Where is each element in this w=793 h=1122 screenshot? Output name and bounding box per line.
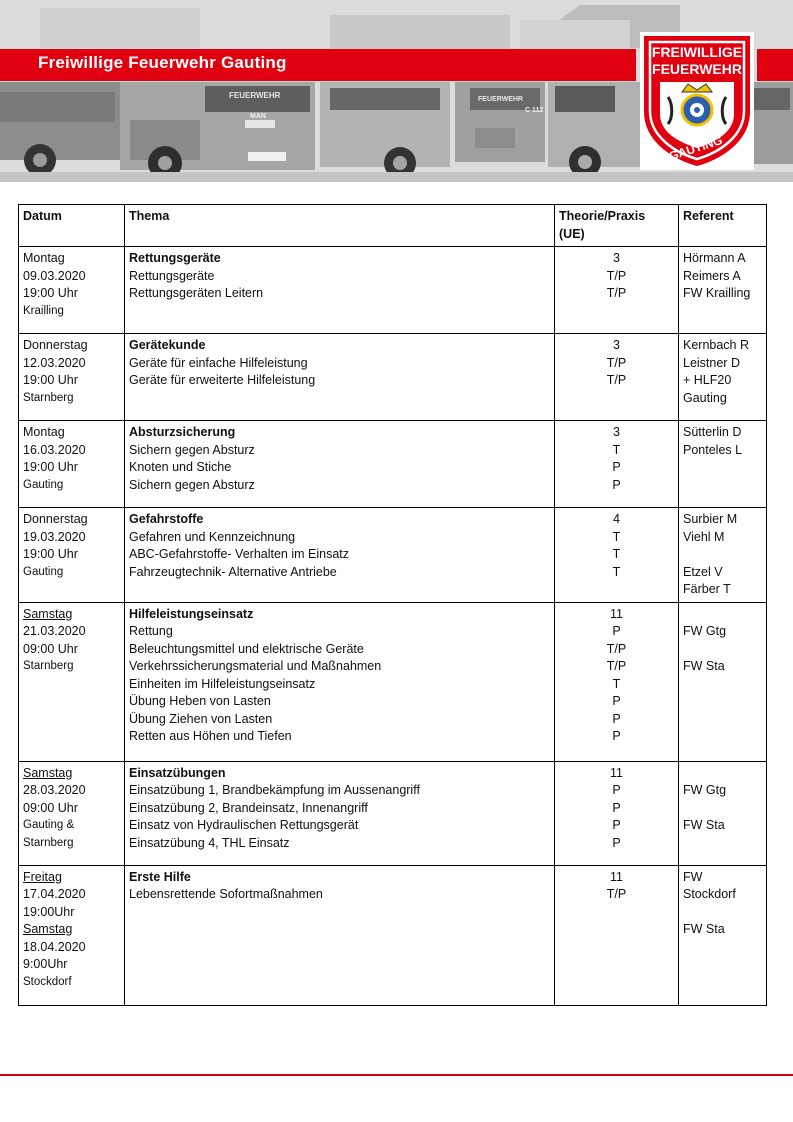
referent-name: FW Sta (683, 818, 725, 832)
referent-name (683, 800, 762, 818)
topic-item: Fahrzeugtechnik- Alternative Antriebe (129, 564, 337, 579)
theory-practice-cell (555, 508, 679, 603)
table-row (19, 247, 767, 334)
referent-name: FW Krailling (683, 286, 751, 300)
time: 09:00 Uhr (23, 800, 78, 815)
date-cell (19, 602, 125, 761)
referent-name: Etzel V (683, 564, 723, 579)
topic-title: Rettungsgeräte (129, 251, 221, 265)
weekday: Donnerstag (23, 338, 88, 352)
table-row (19, 865, 767, 1005)
topic-item: Einheiten im Hilfeleistungseinsatz (129, 676, 316, 691)
column-header-tp-line2: (UE) (559, 226, 585, 241)
column-header-theorie-praxis (555, 205, 679, 247)
referent-name: Leistner D (683, 355, 740, 370)
referent-name: FW Sta (683, 922, 725, 936)
tp-value: P (612, 460, 621, 474)
tp-value: P (612, 729, 621, 743)
tp-value: T/P (606, 641, 627, 656)
tp-value: P (612, 711, 621, 726)
ue-count: 3 (613, 338, 620, 352)
topic-item: Sichern gegen Absturz (129, 477, 255, 492)
topic-title: Erste Hilfe (129, 869, 191, 884)
date-cell (19, 247, 125, 334)
referent-name: Ponteles L (683, 442, 743, 457)
date: 16.03.2020 (23, 442, 86, 457)
topic-title: Einsatzübungen (129, 765, 226, 780)
topic-title: Gefahrstoffe (129, 512, 204, 526)
location: Starnberg (23, 836, 74, 849)
referent-cell (679, 421, 767, 508)
referent-name (683, 606, 762, 624)
tp-value: T (612, 564, 621, 579)
topic-item: Rettungsgeräte (129, 268, 215, 283)
tp-value: P (612, 624, 621, 638)
ue-count: 11 (610, 765, 623, 780)
weekday: Donnerstag (23, 512, 88, 526)
table-row (19, 421, 767, 508)
topic-item: ABC-Gefahrstoffe- Verhalten im Einsatz (129, 547, 350, 561)
column-header-datum: Datum (19, 205, 125, 247)
topic-item: Sichern gegen Absturz (129, 442, 255, 457)
tp-value: P (612, 694, 621, 708)
table-row (19, 602, 767, 761)
tp-value: P (612, 477, 621, 492)
referent-name: Hörmann A (683, 251, 746, 265)
tp-value: P (612, 800, 621, 815)
topic-cell (125, 761, 555, 865)
date: 12.03.2020 (23, 355, 86, 370)
topic-item: Rettungsgeräten Leitern (129, 286, 264, 300)
table-header-row (19, 205, 767, 247)
tp-value: P (612, 835, 621, 850)
header-banner (0, 0, 793, 182)
topic-item: Einsatzübung 2, Brandeinsatz, Innenangriff (129, 800, 368, 815)
svg-text:FEUERWEHR: FEUERWEHR (652, 61, 742, 77)
topic-item: Beleuchtungsmittel und elektrische Geräte (129, 641, 364, 656)
tp-value: T (612, 529, 621, 544)
location: Starnberg (23, 391, 74, 404)
topic-item: Einsatz von Hydraulischen Rettungsgerät (129, 818, 359, 832)
theory-practice-cell (555, 865, 679, 1005)
weekday: Samstag (23, 922, 73, 936)
time: 09:00 Uhr (23, 641, 78, 656)
column-header-referent: Referent (679, 205, 767, 247)
referent-name: Reimers A (683, 268, 741, 283)
location: Krailling (23, 304, 64, 317)
referent-name: Viehl M (683, 529, 725, 544)
referent-name: Sütterlin D (683, 425, 742, 439)
date: 17.04.2020 (23, 887, 86, 901)
page-title: Freiwillige Feuerwehr Gauting (38, 53, 287, 72)
topic-cell (125, 865, 555, 1005)
date-cell (19, 508, 125, 603)
referent-name: Stockdorf (683, 887, 736, 901)
date: 21.03.2020 (23, 624, 86, 638)
referent-name: FW (683, 869, 703, 884)
location: Stockdorf (23, 975, 72, 988)
referent-name: Kernbach R (683, 338, 750, 352)
tp-value: T/P (606, 268, 627, 283)
referent-name (683, 904, 762, 922)
table-row (19, 334, 767, 421)
date: 19.03.2020 (23, 529, 86, 544)
svg-text:FREIWILLIGE: FREIWILLIGE (651, 44, 743, 60)
date: 09.03.2020 (23, 268, 86, 283)
time: 19:00 Uhr (23, 547, 78, 561)
location: Gauting (23, 565, 64, 578)
truck-label-man: MAN (250, 113, 266, 120)
tp-value: T/P (606, 286, 627, 300)
theory-practice-cell (555, 247, 679, 334)
ue-count: 11 (610, 869, 623, 884)
referent-cell (679, 761, 767, 865)
referent-name (683, 546, 762, 564)
tp-value: T (612, 442, 621, 457)
date: 28.03.2020 (23, 783, 86, 797)
ue-count: 3 (613, 251, 620, 265)
weekday: Montag (23, 425, 65, 439)
referent-name: Färber T (683, 582, 731, 596)
weekday: Freitag (23, 869, 62, 884)
referent-cell (679, 508, 767, 603)
referent-cell (679, 334, 767, 421)
theory-practice-cell (555, 761, 679, 865)
referent-name: Gauting (683, 390, 727, 405)
referent-name: Surbier M (683, 512, 738, 526)
topic-title: Gerätekunde (129, 338, 206, 352)
time: 19:00 Uhr (23, 286, 78, 300)
fire-department-crest-icon (640, 32, 754, 170)
date: 18.04.2020 (23, 939, 86, 954)
time: 19:00 Uhr (23, 373, 78, 387)
referent-name: FW Gtg (683, 624, 727, 638)
truck-label-2: FEUERWEHR (478, 96, 523, 103)
weekday: Montag (23, 251, 65, 265)
column-header-thema: Thema (125, 205, 555, 247)
referent-name: FW Sta (683, 659, 725, 673)
topic-item: Einsatzübung 4, THL Einsatz (129, 835, 290, 850)
tp-value: T/P (606, 659, 627, 673)
time: 9:00Uhr (23, 957, 68, 971)
topic-item: Lebensrettende Sofortmaßnahmen (129, 887, 323, 901)
referent-cell (679, 865, 767, 1005)
topic-item: Geräte für einfache Hilfeleistung (129, 355, 308, 370)
table-row (19, 508, 767, 603)
tp-value: T/P (606, 373, 627, 387)
location: Gauting & (23, 819, 75, 831)
tp-value: T/P (606, 355, 627, 370)
time: 19:00 Uhr (23, 460, 78, 474)
training-schedule-table (18, 204, 767, 1006)
location: Gauting (23, 478, 64, 491)
tp-value: T (612, 676, 621, 691)
referent-name: + HLF20 (683, 373, 732, 387)
topic-item: Übung Ziehen von Lasten (129, 711, 273, 726)
weekday: Samstag (23, 765, 73, 780)
truck-label-1: FEUERWEHR (229, 91, 281, 100)
referent-name: FW Gtg (683, 783, 727, 797)
header-red-bar-right (757, 49, 793, 81)
topic-item: Geräte für erweiterte Hilfeleistung (129, 373, 316, 387)
topic-title: Absturzsicherung (129, 425, 236, 439)
ue-count: 3 (613, 425, 620, 439)
tp-value: P (612, 818, 621, 832)
topic-item: Verkehrssicherungsmaterial und Maßnahmen (129, 659, 382, 673)
ue-count: 4 (613, 512, 620, 526)
ue-count: 11 (610, 606, 623, 621)
referent-cell (679, 602, 767, 761)
topic-cell (125, 602, 555, 761)
tp-value: T (612, 547, 621, 561)
tp-value: T/P (606, 887, 627, 901)
theory-practice-cell (555, 421, 679, 508)
topic-cell (125, 247, 555, 334)
svg-text:GAUTING: GAUTING (667, 132, 725, 164)
date-cell (19, 761, 125, 865)
theory-practice-cell (555, 334, 679, 421)
topic-item: Knoten und Stiche (129, 460, 232, 474)
truck-label-num: C 112 (525, 107, 544, 114)
topic-title: Hilfeleistungseinsatz (129, 606, 254, 621)
date-cell (19, 421, 125, 508)
date-cell (19, 865, 125, 1005)
topic-item: Gefahren und Kennzeichnung (129, 529, 296, 544)
location: Starnberg (23, 660, 74, 672)
theory-practice-cell (555, 602, 679, 761)
topic-item: Rettung (129, 624, 173, 638)
date-cell (19, 334, 125, 421)
footer-divider (0, 1074, 793, 1076)
weekday: Samstag (23, 606, 73, 621)
topic-cell (125, 421, 555, 508)
tp-value: P (612, 783, 621, 797)
column-header-tp-line1: Theorie/Praxis (559, 209, 646, 223)
topic-cell (125, 508, 555, 603)
referent-cell (679, 247, 767, 334)
referent-name (683, 641, 762, 659)
topic-cell (125, 334, 555, 421)
referent-name (683, 765, 762, 783)
topic-item: Retten aus Höhen und Tiefen (129, 729, 292, 743)
topic-item: Übung Heben von Lasten (129, 694, 271, 708)
table-row (19, 761, 767, 865)
topic-item: Einsatzübung 1, Brandbekämpfung im Aussenangriff (129, 783, 420, 797)
time: 19:00Uhr (23, 904, 75, 919)
